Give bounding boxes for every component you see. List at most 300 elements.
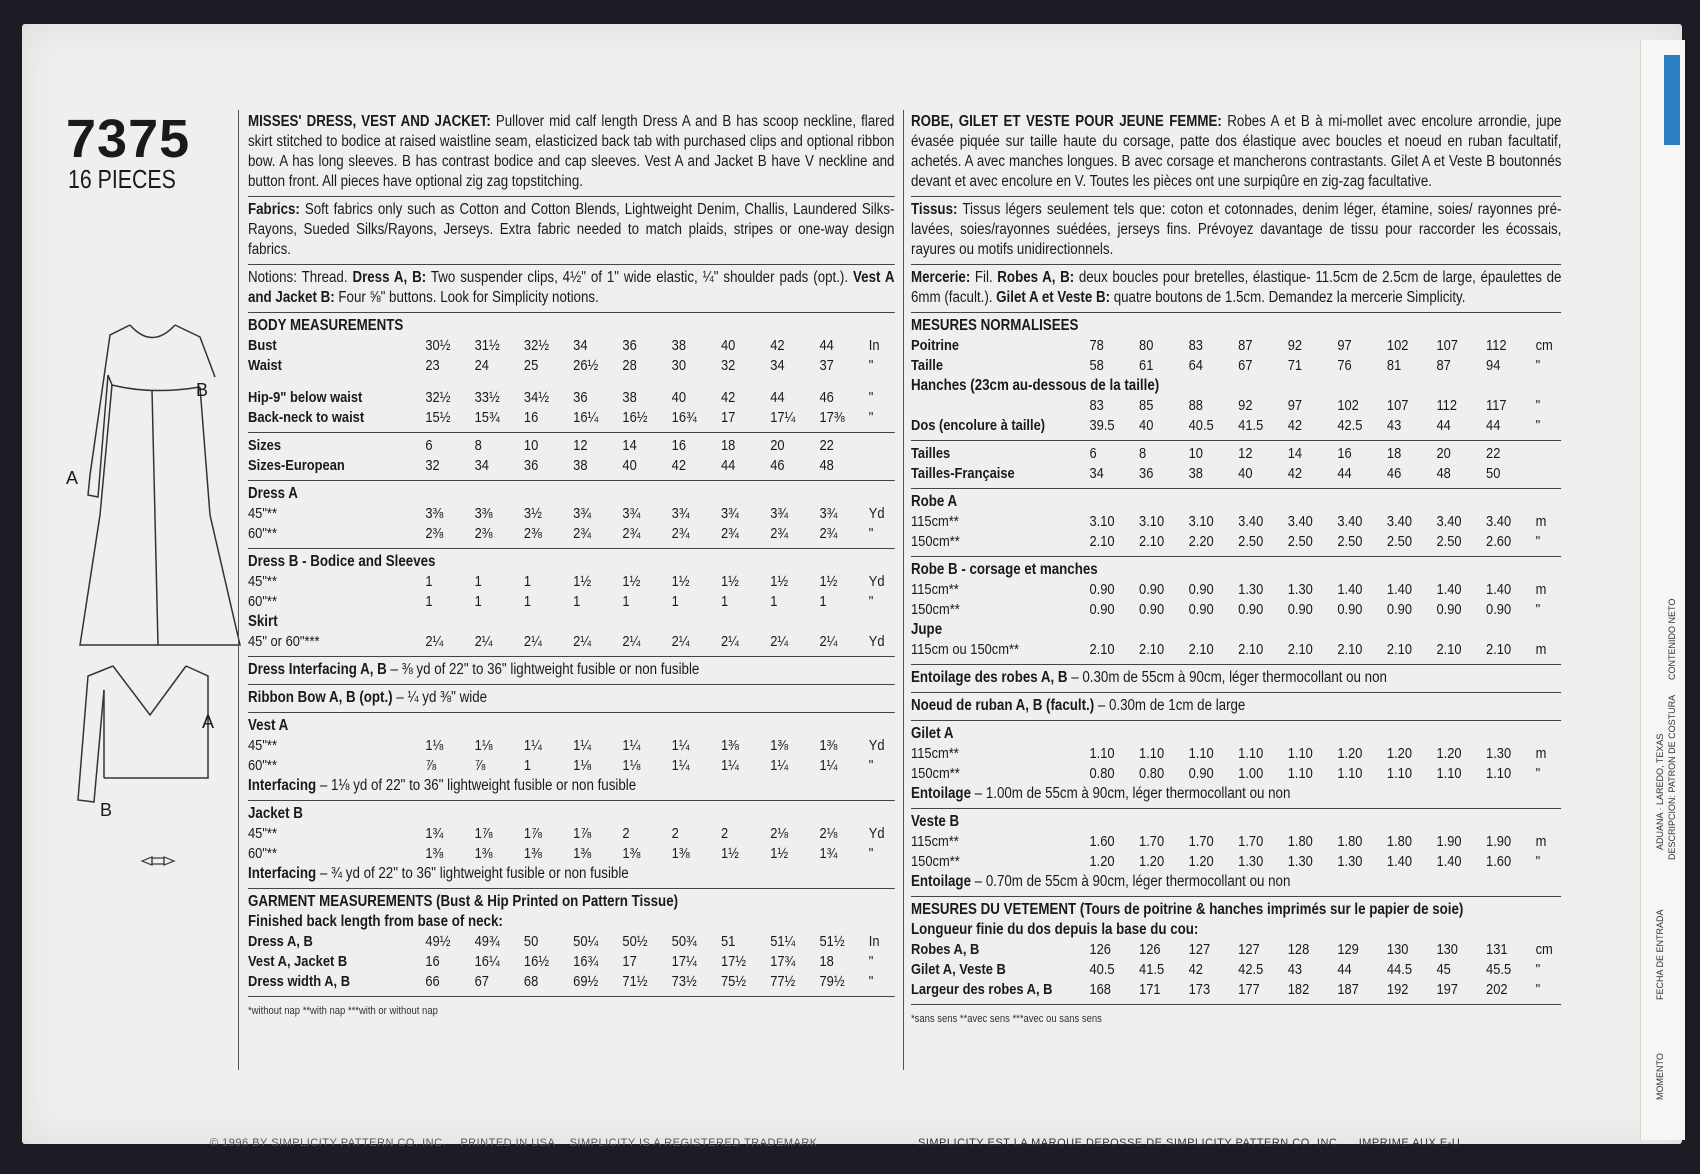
cell-value: 2.50 (1337, 533, 1363, 550)
row-label: Vest A, Jacket B (248, 953, 348, 970)
en-skirt-title: Skirt (248, 613, 278, 630)
cell-value: 67 (474, 973, 489, 990)
cell-value: 126 (1139, 941, 1161, 958)
cell-value: 2.10 (1436, 641, 1462, 658)
cell-value: 0.90 (1386, 601, 1413, 618)
cell-value: 17½ (720, 953, 747, 970)
en-jacket-interfacing-text: – ¾ yd of 22" to 36" lightweight fusible or non fusible (319, 865, 629, 882)
cell-value: 1½ (671, 573, 690, 590)
en-fabrics-text: Soft fabrics only such as Cotton and Cotton Blends, Lightweight Denim, Challis, Laundered Silks-Rayons, Sueded Silks/Rayons, Jerseys. Extra fabric needed to match plaids, stripes or one-way design fabrics. (248, 201, 895, 258)
cell-value: 1.10 (1188, 745, 1214, 762)
cell-value: 1.40 (1337, 581, 1363, 598)
cell-value: 17¼ (671, 953, 697, 970)
unit-label (1536, 444, 1562, 464)
cell-value: 68 (523, 973, 539, 990)
cell-value: 16 (1337, 445, 1352, 462)
cell-value: 22 (819, 437, 834, 454)
cell-value: 40 (720, 337, 736, 354)
printed-text: PRINTED IN USA (460, 1137, 556, 1149)
cell-value: 2¾ (573, 525, 592, 542)
en-dress-b-table (248, 572, 894, 612)
cell-value: 83 (1089, 397, 1104, 414)
row-label: 115cm** (911, 745, 959, 762)
measurement-row (248, 592, 894, 612)
cell-value: 1.10 (1287, 745, 1313, 762)
cell-value: 168 (1089, 981, 1111, 998)
unit-label: m (1535, 833, 1547, 850)
cell-value: 107 (1436, 337, 1458, 354)
unit-label: " (1535, 981, 1541, 998)
cell-value: 1¼ (770, 757, 789, 774)
cell-value: 128 (1287, 941, 1310, 958)
cell-value: 192 (1386, 981, 1409, 998)
cell-value: 2.10 (1089, 533, 1115, 550)
fr-vest-interfacing-text: – 1.00m de 55cm à 90cm, léger thermocollant ou non (974, 785, 1291, 802)
fr-sizes-table (911, 444, 1561, 484)
cell-value: 16½ (622, 409, 648, 426)
en-body-title: BODY MEASUREMENTS (248, 317, 404, 334)
cell-value: 1¼ (671, 757, 690, 774)
fr-ribbon-text: – 0.30m de 1cm de large (1097, 697, 1246, 714)
measurement-row (248, 972, 894, 992)
cell-value: 1.10 (1139, 745, 1165, 762)
cell-value: 37 (819, 357, 834, 374)
fr-footnote: *sans sens **avec sens ***avec ou sans sens (911, 1013, 1102, 1025)
row-label: Dos (encolure à taille) (911, 417, 1046, 434)
cell-value: 8 (1139, 445, 1147, 462)
row-label: 60"** (248, 757, 277, 774)
cell-value: 2¼ (573, 633, 592, 650)
cell-value: 48 (1436, 465, 1451, 482)
cell-value: 3.40 (1386, 513, 1413, 530)
cell-value: 36 (573, 389, 588, 406)
measurement-row (911, 532, 1561, 552)
row-label (911, 396, 1089, 416)
cell-value: 38 (622, 389, 637, 406)
unit-label: " (1535, 533, 1541, 550)
cell-value: 1 (425, 573, 433, 590)
row-label: Dress A, B (248, 933, 313, 950)
en-jacket-interfacing-label: Interfacing (248, 865, 317, 882)
strip-text-contenido: CONTENIDO NETO (1667, 598, 1677, 680)
fr-trademark-line (918, 1137, 1460, 1149)
unit-label: " (1535, 765, 1541, 782)
unit-label: Yd (868, 825, 885, 842)
cell-value: 45.5 (1486, 961, 1512, 978)
cell-value: 173 (1188, 981, 1211, 998)
measurement-row (911, 960, 1561, 980)
cell-value: 2.10 (1238, 641, 1264, 658)
cell-value: 130 (1436, 941, 1458, 958)
cell-value: 42 (1188, 961, 1203, 978)
cell-value: 1¼ (622, 737, 641, 754)
fr-jacket-b-table (911, 832, 1561, 872)
measurement-row (248, 356, 894, 376)
cell-value: 1.20 (1188, 853, 1214, 870)
cell-value: 3.40 (1238, 513, 1264, 530)
cell-value: 44 (1436, 417, 1451, 434)
cell-value: 44 (1486, 417, 1501, 434)
cell-value: 1.70 (1238, 833, 1264, 850)
cell-value: 17¾ (770, 953, 796, 970)
measurement-row (248, 408, 894, 428)
cell-value: 1½ (819, 573, 838, 590)
fr-notions-label: Mercerie: (911, 269, 971, 286)
en-skirt-table (248, 632, 894, 652)
french-column (911, 112, 1563, 1029)
dress-label-a: A (66, 468, 79, 488)
cell-value: ⅞ (425, 757, 437, 774)
measurement-row (248, 524, 894, 544)
cell-value: 102 (1337, 397, 1359, 414)
cell-value: 2¼ (720, 633, 739, 650)
fr-notions (911, 268, 1561, 308)
cell-value: 1⅛ (425, 737, 444, 754)
cell-value: 77½ (770, 973, 796, 990)
en-notions-label: Notions: (248, 269, 297, 286)
en-vest-interfacing (248, 776, 894, 796)
unit-label: m (1535, 581, 1547, 598)
measurement-row (911, 580, 1561, 600)
cell-value: 8 (474, 437, 482, 454)
fr-intro-title: ROBE, GILET ET VESTE POUR JEUNE FEMME: (911, 113, 1222, 130)
cell-value: 50 (523, 933, 539, 950)
measurement-row (911, 464, 1561, 484)
cell-value: 92 (1287, 337, 1303, 354)
en-dress-a-title: Dress A (248, 485, 298, 502)
cell-value: 24 (474, 357, 489, 374)
cell-value: 177 (1238, 981, 1260, 998)
cell-value: 39.5 (1089, 417, 1115, 434)
fr-skirt-title: Jupe (911, 621, 943, 638)
en-footnote: *without nap **with nap ***with or without nap (248, 1005, 438, 1017)
cell-value: 85 (1139, 397, 1154, 414)
cell-value: 42.5 (1337, 417, 1363, 434)
cell-value: 44 (819, 337, 834, 354)
cell-value: 197 (1436, 981, 1458, 998)
row-label: Hip-9" below waist (248, 389, 363, 406)
unit-label: " (1535, 417, 1541, 434)
en-jacket-b-table (248, 824, 894, 864)
cell-value: 3¾ (622, 505, 641, 522)
cell-value: 1⅛ (474, 737, 493, 754)
cell-value: 16¾ (573, 953, 599, 970)
cell-value: 171 (1139, 981, 1161, 998)
cell-value: 42 (1287, 465, 1303, 482)
cell-value: 2 (720, 825, 729, 842)
cell-value: 40.5 (1089, 961, 1115, 978)
cell-value: 1⅞ (523, 825, 542, 842)
measurement-row (248, 824, 894, 844)
cell-value: 1.30 (1287, 853, 1313, 870)
cell-value: 1 (819, 593, 827, 610)
cell-value: 0.80 (1139, 765, 1165, 782)
cell-value: 0.90 (1486, 601, 1512, 618)
cell-value: 2¾ (770, 525, 789, 542)
cell-value: 92 (1238, 397, 1253, 414)
cell-value: 69½ (573, 973, 599, 990)
measurement-row (248, 388, 894, 408)
row-label: 45"** (248, 573, 277, 590)
bow-icon (138, 854, 178, 868)
measurement-row (911, 396, 1561, 416)
cell-value: 1.60 (1089, 833, 1115, 850)
english-column (248, 112, 896, 1021)
cell-value: 1.30 (1238, 853, 1264, 870)
cell-value: 46 (770, 457, 785, 474)
cell-value: 3⅜ (474, 505, 493, 522)
measurement-row (911, 600, 1561, 620)
unit-label: m (1535, 641, 1547, 658)
cell-value: 1.30 (1337, 853, 1363, 870)
divider-center (903, 110, 904, 1070)
cell-value: 16¼ (474, 953, 500, 970)
cell-value: 2⅜ (425, 525, 444, 542)
cell-value: 1 (425, 593, 433, 610)
cell-value: 34 (573, 337, 588, 354)
fr-body-table (911, 336, 1561, 376)
cell-value: 1 (622, 593, 630, 610)
en-dress-interfacing-text: – ⅜ yd of 22" to 36" lightweight fusible or non fusible (390, 661, 700, 678)
fr-jacket-interfacing (911, 872, 1561, 892)
cell-value: 2 (622, 825, 630, 842)
unit-label: " (868, 757, 874, 774)
en-sizes-table (248, 436, 894, 476)
fr-notions-dress-text: deux boucles pour bretelles, élastique- 11.5cm de 2.5cm de large, épaulettes de 6mm (facult.). (911, 269, 1562, 306)
en-garment-table (248, 932, 894, 992)
cell-value: 6 (1089, 445, 1097, 462)
cell-value: 1.20 (1089, 853, 1115, 870)
cell-value: 87 (1436, 357, 1451, 374)
measurement-row (911, 744, 1561, 764)
cell-value: 1⅜ (523, 845, 542, 862)
cell-value: 44.5 (1386, 961, 1413, 978)
row-label: 45" or 60"*** (248, 633, 320, 650)
cell-value: 3¾ (671, 505, 690, 522)
cell-value: 2.10 (1287, 641, 1313, 658)
en-dress-interfacing (248, 660, 894, 680)
row-label: Bust (248, 337, 277, 354)
measurement-row (911, 512, 1561, 532)
cell-value: 182 (1287, 981, 1310, 998)
cell-value: 50½ (622, 933, 648, 950)
cell-value: 3.10 (1188, 513, 1214, 530)
cell-value: 16¾ (671, 409, 697, 426)
cell-value: 1 (671, 593, 679, 610)
cell-value: 38 (1188, 465, 1203, 482)
cell-value: 17 (622, 953, 637, 970)
cell-value: 1.70 (1188, 833, 1214, 850)
cell-value: 2¾ (671, 525, 690, 542)
cell-value: 1¼ (720, 757, 739, 774)
cell-value: 31½ (474, 337, 500, 354)
cell-value: 130 (1386, 941, 1409, 958)
cell-value: 41.5 (1238, 417, 1264, 434)
cell-value: 15¾ (474, 409, 500, 426)
en-dress-b-title: Dress B - Bodice and Sleeves (248, 553, 436, 570)
cell-value: ⅞ (474, 757, 486, 774)
cell-value: 1.20 (1139, 853, 1165, 870)
fr-trademark-text: SIMPLICITY EST LA MARQUE DEPOSSE DE SIMPLICITY PATTERN CO. INC. (918, 1137, 1341, 1149)
cell-value: 3.10 (1139, 513, 1165, 530)
fr-dress-interfacing (911, 668, 1561, 688)
row-label: Taille (911, 357, 944, 374)
fr-ribbon (911, 696, 1561, 716)
measurement-row (248, 336, 894, 356)
unit-label: " (868, 593, 874, 610)
cell-value: 36 (622, 337, 637, 354)
en-ribbon-label: Ribbon Bow A, B (opt.) (248, 689, 393, 706)
blue-tab (1664, 55, 1680, 145)
cell-value: 3⅜ (425, 505, 444, 522)
cell-value: 202 (1486, 981, 1508, 998)
cell-value: 16 (671, 437, 687, 454)
cell-value: 112 (1436, 397, 1458, 414)
cell-value: 34 (770, 357, 785, 374)
cell-value: 3¾ (720, 505, 739, 522)
jacket-label-b: B (100, 800, 113, 820)
cell-value: 97 (1287, 397, 1303, 414)
cell-value: 2¼ (671, 633, 690, 650)
cell-value: 1 (720, 593, 729, 610)
cell-value: 1½ (622, 573, 641, 590)
cell-value: 38 (671, 337, 687, 354)
cell-value: 2.10 (1486, 641, 1512, 658)
cell-value: 34 (1089, 465, 1104, 482)
cell-value: 1.90 (1486, 833, 1512, 850)
cell-value: 79½ (819, 973, 845, 990)
en-notions (248, 268, 894, 308)
cell-value: 67 (1238, 357, 1253, 374)
row-label: 60"** (248, 845, 277, 862)
cell-value: 42 (671, 457, 687, 474)
measurement-row (911, 416, 1561, 436)
unit-label: In (868, 337, 880, 354)
cell-value: 1½ (720, 573, 739, 590)
cell-value: 0.90 (1139, 601, 1165, 618)
cell-value: 2¼ (622, 633, 641, 650)
cell-value: 1.20 (1386, 745, 1413, 762)
cell-value: 2.50 (1238, 533, 1264, 550)
fr-dress-interfacing-text: – 0.30m de 55cm à 90cm, léger thermocollant ou non (1071, 669, 1387, 686)
fr-notions-dress: Robes A, B: (997, 269, 1075, 286)
en-garment-title: GARMENT MEASUREMENTS (Bust & Hip Printed on Pattern Tissue) (248, 893, 679, 910)
unit-label: m (1535, 745, 1547, 762)
cell-value: 1⅞ (474, 825, 493, 842)
row-label: 115cm ou 150cm** (911, 641, 1020, 658)
cell-value: 2.10 (1386, 641, 1413, 658)
row-label: 150cm** (911, 601, 960, 618)
cell-value: 2¼ (474, 633, 493, 650)
cell-value: 83 (1188, 337, 1203, 354)
cell-value: 2.60 (1486, 533, 1512, 550)
fr-vest-interfacing-label: Entoilage (911, 785, 971, 802)
cell-value: 36 (523, 457, 539, 474)
en-vest-a-table (248, 736, 894, 776)
fr-notions-vest-text: quatre boutons de 1.5cm. Demandez la mercerie Simplicity. (1113, 289, 1466, 306)
measurement-row (911, 444, 1561, 464)
cell-value: 1 (523, 593, 532, 610)
cell-value: 75½ (720, 973, 747, 990)
fr-garment-title: MESURES DU VETEMENT (Tours de poitrine & hanches imprimés sur le papier de soie) (911, 901, 1464, 918)
cell-value: 2⅛ (770, 825, 789, 842)
fr-garment-table (911, 940, 1561, 1000)
cell-value: 1.10 (1486, 765, 1512, 782)
cell-value: 16¼ (573, 409, 599, 426)
en-notions-dress: Dress A, B: (352, 269, 427, 286)
cell-value: 2⅜ (523, 525, 542, 542)
cell-value: 1.70 (1139, 833, 1165, 850)
fr-dress-interfacing-label: Entoilage des robes A, B (911, 669, 1068, 686)
cell-value: 2.50 (1386, 533, 1413, 550)
cell-value: 0.90 (1188, 765, 1214, 782)
cell-value: 25 (523, 357, 539, 374)
fr-vest-interfacing (911, 784, 1561, 804)
cell-value: 26½ (573, 357, 599, 374)
cell-value: 1 (573, 593, 581, 610)
strip-text-fecha: FECHA DE ENTRADA (1655, 909, 1665, 1000)
measurement-row (911, 336, 1561, 356)
cell-value: 66 (425, 973, 440, 990)
cell-value: 32½ (425, 389, 451, 406)
cell-value: 0.90 (1089, 601, 1115, 618)
row-label: Tailles (911, 445, 951, 462)
cell-value: 12 (1238, 445, 1253, 462)
cell-value: 17 (720, 409, 736, 426)
unit-label: " (1535, 601, 1541, 618)
en-notions-vest: Vest A and Jacket B: (248, 269, 895, 306)
cell-value: 1.40 (1436, 853, 1462, 870)
cell-value: 6 (425, 437, 433, 454)
cell-value: 2⅜ (474, 525, 493, 542)
row-label: 150cm** (911, 533, 960, 550)
cell-value: 14 (1287, 445, 1303, 462)
cell-value: 129 (1337, 941, 1359, 958)
cell-value: 43 (1287, 961, 1303, 978)
cell-value: 1.40 (1436, 581, 1462, 598)
cell-value: 42 (720, 389, 736, 406)
cell-value: 10 (523, 437, 539, 454)
cell-value: 61 (1139, 357, 1154, 374)
unit-label: " (868, 409, 874, 426)
cell-value: 1.90 (1436, 833, 1462, 850)
cell-value: 15½ (425, 409, 451, 426)
en-garment-sub: Finished back length from base of neck: (248, 913, 503, 930)
unit-label: " (868, 845, 874, 862)
measurement-row (911, 356, 1561, 376)
fr-skirt-table (911, 640, 1561, 660)
cell-value: 0.90 (1287, 601, 1313, 618)
measurement-row (911, 940, 1561, 960)
cell-value: 40.5 (1188, 417, 1214, 434)
measurement-row (248, 632, 894, 652)
cell-value: 1¾ (819, 845, 838, 862)
cell-value: 23 (425, 357, 440, 374)
cell-value: 1⅜ (819, 737, 838, 754)
pieces-count: 16 PIECES (68, 164, 176, 194)
unit-label: m (1535, 513, 1547, 530)
fr-notions-thread: Fil. (974, 269, 993, 286)
cell-value: 1.80 (1287, 833, 1313, 850)
en-body-table (248, 336, 894, 376)
cell-value: 1 (523, 757, 532, 774)
cell-value: 44 (1337, 961, 1352, 978)
cell-value: 1.10 (1287, 765, 1313, 782)
dress-label-b: B (196, 380, 209, 400)
cell-value: 71 (1287, 357, 1303, 374)
cell-value: 80 (1139, 337, 1154, 354)
unit-label (869, 456, 895, 476)
